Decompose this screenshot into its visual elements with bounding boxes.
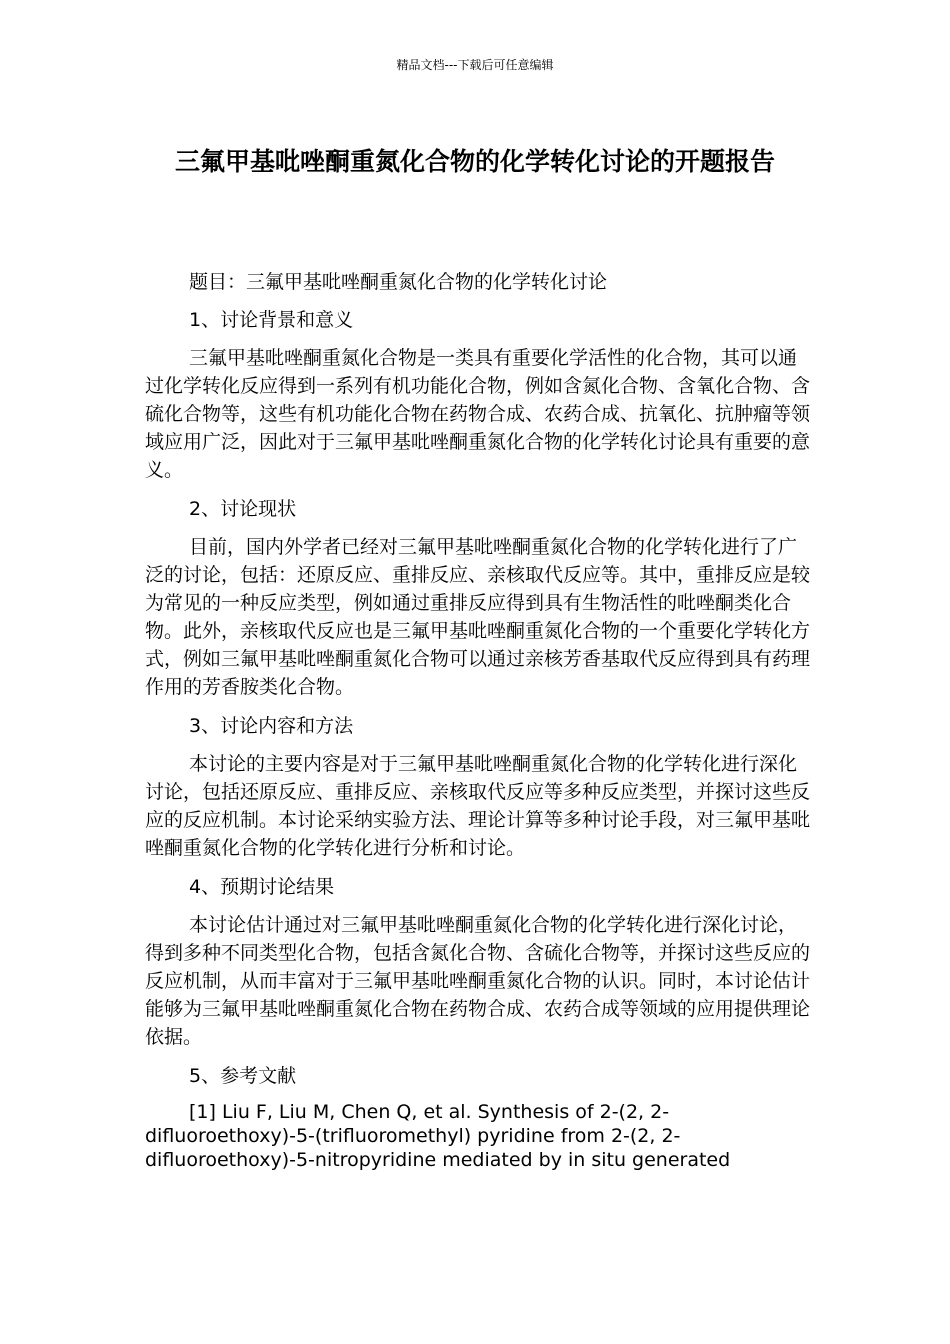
document-title: 三氟甲基吡唑酮重氮化合物的化学转化讨论的开题报告 (174, 147, 775, 176)
document-body (145, 268, 810, 1172)
section-body-background: 三氟甲基吡唑酮重氮化合物是一类具有重要化学活性的化合物，其可以通过化学转化反应得到一系列有机功能化合物，例如含氮化合物、含氧化合物、含硫化合物等，这些有机功能化合物在药物合成、农药合成、抗氧化、抗肿瘤等领域应用广泛，因此对于三氟甲基吡唑酮重氮化合物的化学转化讨论具有重要的意义。 (145, 347, 811, 481)
section-heading-background: 1、讨论背景和意义 (189, 309, 354, 331)
page-header-note: 精品文档---下载后可任意编辑 (396, 58, 554, 72)
section-heading-expected-results: 4、预期讨论结果 (189, 876, 335, 898)
reference-item: [1] Liu F, Liu M, Chen Q, et al. Synthesis of 2-(2, 2-difluoroethoxy)-5-(trifluoromethyl) pyridine from 2-(2, 2-difluoroethoxy)-5-nitropyridine mediated by in situ generated (145, 1101, 731, 1171)
section-body-status: 目前，国内外学者已经对三氟甲基吡唑酮重氮化合物的化学转化进行了广泛的讨论，包括：还原反应、重排反应、亲核取代反应等。其中，重排反应是较为常见的一种反应类型，例如通过重排反应得到具有生物活性的吡唑酮类化合物。此外，亲核取代反应也是三氟甲基吡唑酮重氮化合物的一个重要化学转化方式，例如三氟甲基吡唑酮重氮化合物可以通过亲核芳香基取代反应得到具有药理作用的芳香胺类化合物。 (145, 536, 811, 698)
section-body-expected-results: 本讨论估计通过对三氟甲基吡唑酮重氮化合物的化学转化进行深化讨论，得到多种不同类型化合物，包括含氮化合物、含硫化合物等，并探讨这些反应的反应机制，从而丰富对于三氟甲基吡唑酮重氮化合物的认识。同时，本讨论估计能够为三氟甲基吡唑酮重氮化合物在药物合成、农药合成等领域的应用提供理论依据。 (145, 914, 811, 1048)
topic-line: 题目：三氟甲基吡唑酮重氮化合物的化学转化讨论 (189, 271, 608, 293)
section-heading-status: 2、讨论现状 (189, 498, 297, 520)
section-heading-content-method: 3、讨论内容和方法 (189, 715, 354, 737)
section-body-content-method: 本讨论的主要内容是对于三氟甲基吡唑酮重氮化合物的化学转化进行深化讨论，包括还原反应、重排反应、亲核取代反应等多种反应类型，并探讨这些反应的反应机制。本讨论采纳实验方法、理论计算等多种讨论手段，对三氟甲基吡唑酮重氮化合物的化学转化进行分析和讨论。 (145, 753, 811, 859)
section-heading-references: 5、参考文献 (189, 1065, 297, 1087)
